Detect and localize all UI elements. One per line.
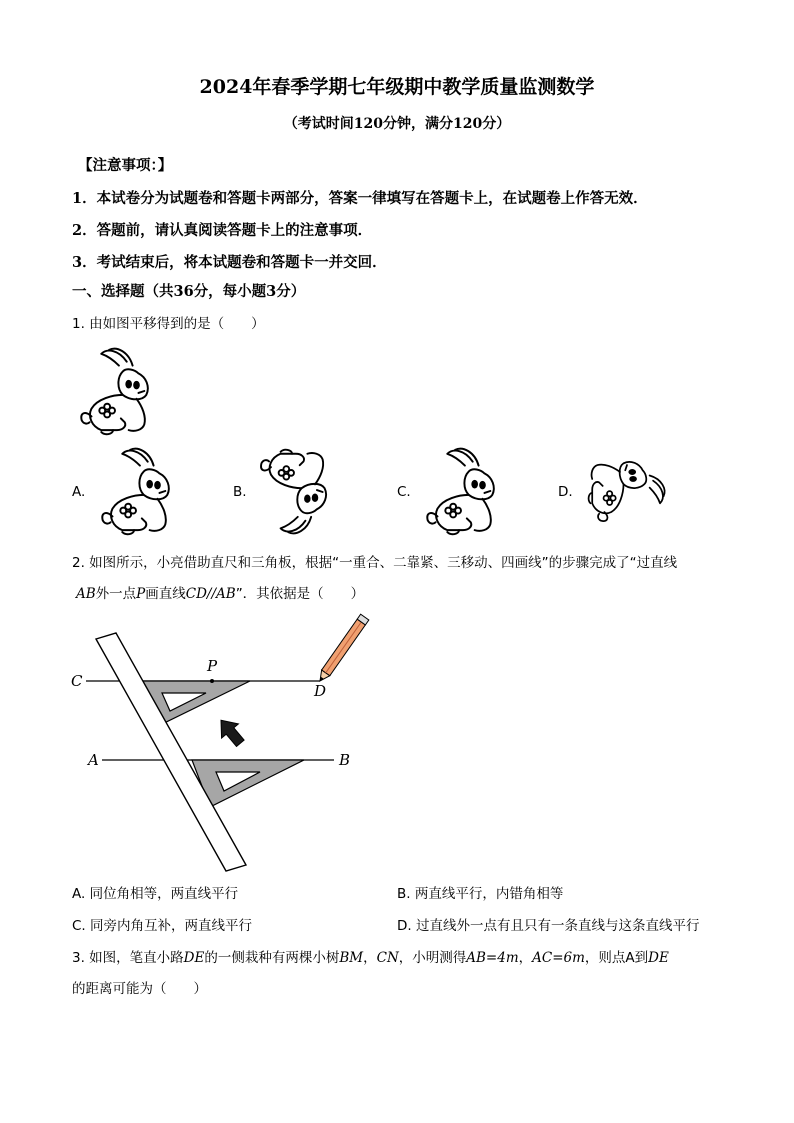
section-heading: 一、选择题（共36分，每小题3分） <box>72 283 306 300</box>
q2-option-b[interactable]: B. 两直线平行，内错角相等 <box>397 886 564 902</box>
q3-stem-line2: 的距离可能为（ ） <box>72 981 207 997</box>
q1-option-d[interactable]: D. <box>558 484 573 500</box>
rabbit-option-a <box>92 446 178 536</box>
notice-item-3: 3．考试结束后，将本试题卷和答题卡一并交回． <box>72 254 387 271</box>
exam-info: （考试时间120分钟，满分120分） <box>283 116 511 132</box>
label-a: A <box>88 751 99 769</box>
rabbit-option-d <box>582 452 672 532</box>
q2-cd-ab: CD//AB <box>185 586 236 602</box>
q2-ab: AB <box>76 586 96 602</box>
q2-option-c[interactable]: C. 同旁内角互补，两直线平行 <box>72 918 253 934</box>
pencil-icon <box>316 614 369 684</box>
q1-stem: 1. 由如图平移得到的是（ ） <box>72 316 265 332</box>
q1-option-c[interactable]: C. <box>397 484 411 500</box>
q1-option-b[interactable]: B. <box>233 484 247 500</box>
q1-option-a[interactable]: A. <box>72 484 86 500</box>
label-d: D <box>314 682 327 700</box>
label-b: B <box>339 751 351 769</box>
point-p <box>210 679 214 683</box>
q2-option-d[interactable]: D. 过直线外一点有且只有一条直线与这条直线平行 <box>397 918 700 934</box>
notice-item-2: 2．答题前，请认真阅读答题卡上的注意事项． <box>72 222 373 239</box>
notice-heading: 【注意事项：】 <box>78 157 173 174</box>
rabbit-option-b <box>252 448 334 536</box>
label-c: C <box>71 672 83 690</box>
move-arrow-icon <box>213 713 249 750</box>
q2-stem-line2: AB外一点P画直线CD//AB”．其依据是（ ） <box>76 586 365 602</box>
q2-stem-line1: 2. 如图所示，小亮借助直尺和三角板，根据“一重合、二靠紧、三移动、四画线”的步骤完成了“过直线 <box>72 555 678 571</box>
label-p: P <box>207 657 218 675</box>
q2-p: P <box>136 586 146 602</box>
rabbit-figure-original <box>74 346 154 436</box>
notice-item-1: 1．本试卷分为试题卷和答题卡两部分，答案一律填写在答题卡上，在试题卷上作答无效． <box>72 190 648 207</box>
rabbit-option-c <box>418 446 502 536</box>
q2-option-a[interactable]: A. 同位角相等，两直线平行 <box>72 886 239 902</box>
page-title: 2024年春季学期七年级期中教学质量监测数学 <box>199 76 595 98</box>
ruler <box>96 633 246 871</box>
ruler-triangle-diagram <box>70 605 390 875</box>
q3-stem-line1: 3. 如图，笔直小路DE的一侧栽种有两棵小树BM，CN，小明测得AB=4m，AC=6m，则点A到DE <box>72 950 669 966</box>
